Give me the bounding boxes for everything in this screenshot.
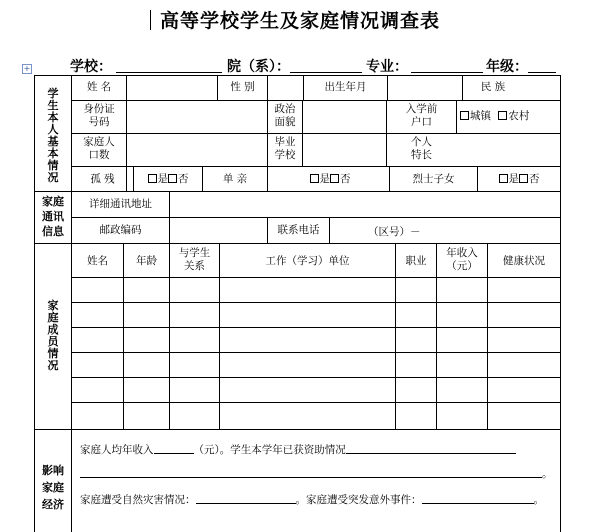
col-health: 健康状况 bbox=[503, 255, 545, 267]
ethnicity-label: 民 族 bbox=[480, 81, 506, 93]
family-size-label: 家庭人 口数 bbox=[83, 136, 115, 161]
section-label-members: 家庭成员情况 bbox=[47, 299, 59, 372]
col-occupation: 职业 bbox=[405, 255, 427, 267]
single-parent-label: 单 亲 bbox=[222, 173, 248, 185]
page-title: 高等学校学生及家庭情况调查表 bbox=[159, 10, 440, 32]
economy-line-2: 。 bbox=[80, 466, 553, 481]
address-label: 详细通讯地址 bbox=[89, 198, 152, 210]
major-label: 专业： bbox=[366, 59, 408, 75]
area-code-label: （区号）－ bbox=[368, 226, 421, 238]
col-relation: 与学生 关系 bbox=[178, 247, 211, 272]
birth-label: 出生年月 bbox=[324, 81, 367, 93]
economy-line-1: 家庭人均年收入 （元）。学生本学年已获资助情况 bbox=[80, 442, 516, 457]
phone-label: 联系电话 bbox=[277, 224, 320, 236]
school-label: 学校： bbox=[70, 59, 112, 75]
single-parent-yes-checkbox[interactable] bbox=[310, 174, 319, 183]
economy-line-3: 家庭遭受自然灾害情况： 。家庭遭受突发意外事件： 。 bbox=[80, 494, 544, 506]
col-name: 姓名 bbox=[87, 255, 108, 267]
table-move-handle-icon[interactable]: + bbox=[23, 64, 31, 73]
single-parent-options: 是 否 bbox=[290, 173, 370, 186]
martyr-yes-checkbox[interactable] bbox=[499, 174, 508, 183]
col-age: 年龄 bbox=[136, 255, 157, 267]
section-label-economy: 影响家庭经济 bbox=[42, 464, 64, 511]
grade-label: 年级： bbox=[486, 59, 528, 75]
department-label: 院（系）： bbox=[227, 59, 290, 75]
hukou-label: 入学前 户口 bbox=[405, 103, 438, 128]
martyr-no-checkbox[interactable] bbox=[519, 174, 528, 183]
talent-label: 个人 特长 bbox=[411, 136, 432, 161]
orphan-yes-checkbox[interactable] bbox=[148, 174, 157, 183]
postcode-label: 邮政编码 bbox=[99, 224, 142, 236]
single-parent-no-checkbox[interactable] bbox=[330, 174, 339, 183]
martyr-options: 是 否 bbox=[478, 173, 560, 186]
id-label: 身份证 号码 bbox=[83, 103, 115, 128]
section-label-student-info: 学生本人基本情况 bbox=[47, 87, 59, 184]
political-label: 政治 面貌 bbox=[274, 103, 296, 128]
col-workplace: 工作（学习）单位 bbox=[265, 255, 350, 267]
orphan-no-checkbox[interactable] bbox=[168, 174, 177, 183]
urban-checkbox[interactable] bbox=[460, 111, 469, 120]
orphan-label: 孤 残 bbox=[90, 173, 115, 185]
gender-label: 性 别 bbox=[230, 81, 255, 93]
orphan-options: 是 否 bbox=[134, 173, 202, 186]
name-label: 姓 名 bbox=[86, 81, 112, 93]
graduate-school-label: 毕业 学校 bbox=[274, 136, 296, 161]
hukou-options: 城镇 农村 bbox=[460, 110, 560, 123]
rural-checkbox[interactable] bbox=[498, 111, 507, 120]
martyr-label: 烈士子女 bbox=[412, 173, 455, 185]
section-label-contact: 家庭通讯信息 bbox=[42, 195, 64, 238]
col-income: 年收入 （元） bbox=[446, 247, 478, 272]
